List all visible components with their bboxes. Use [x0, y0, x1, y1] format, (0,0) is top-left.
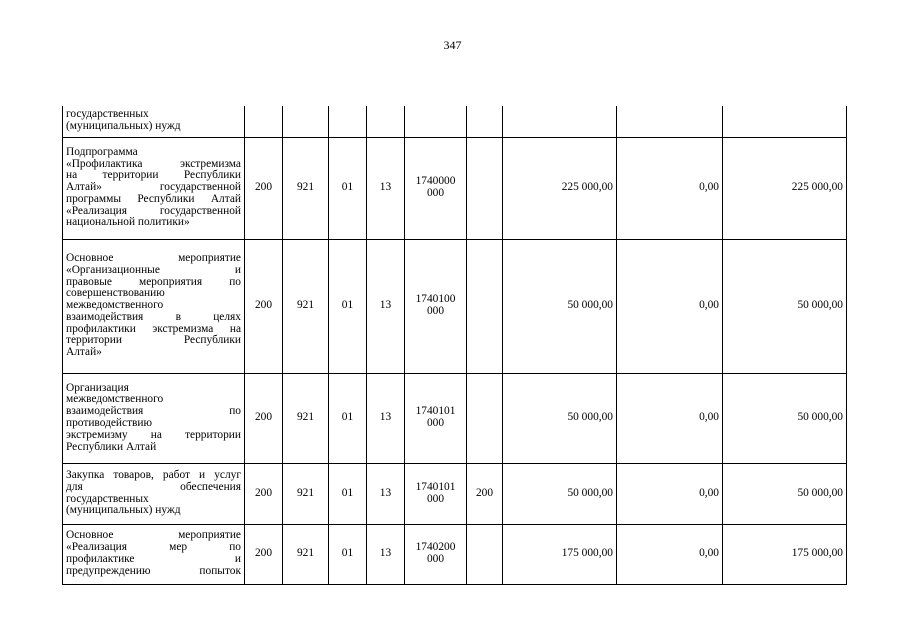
row-name-line: предупреждению попыток	[66, 564, 241, 577]
row-name-cell	[63, 239, 245, 373]
row-name-line: Основное мероприятие	[66, 251, 241, 264]
col-regional-amount: 50 000,00	[723, 239, 847, 373]
col-subsection-code: 13	[367, 137, 405, 239]
col-target-code	[405, 239, 467, 373]
row-name-line: правовые мероприятия по	[66, 275, 241, 288]
target-code-part: 1740000	[415, 175, 456, 188]
row-name-line: Республики Алтай	[66, 440, 157, 453]
col-ministry-code: 200	[245, 239, 283, 373]
target-code-part: 000	[426, 305, 445, 317]
col-total-amount: 175 000,00	[503, 524, 617, 584]
row-name-cell	[63, 137, 245, 239]
row-name-line: межведомственного	[66, 393, 164, 406]
row-name-line: территории Республики	[66, 334, 241, 347]
row-name-line: для обеспечения	[66, 480, 241, 493]
col-total-amount: 50 000,00	[503, 239, 617, 373]
table-row	[63, 524, 847, 584]
col-expense-type	[467, 137, 503, 239]
col-ministry-code	[245, 106, 283, 137]
target-code-part: 1740101	[415, 480, 456, 493]
col-department-code: 921	[283, 137, 329, 239]
col-regional-amount: 175 000,00	[723, 524, 847, 584]
col-regional-amount	[723, 106, 847, 137]
col-ministry-code: 200	[245, 137, 283, 239]
row-name-line: «Реализация государственной	[66, 204, 241, 217]
col-section-code: 01	[329, 137, 367, 239]
table-row	[63, 137, 847, 239]
col-expense-type: 200	[467, 463, 503, 524]
row-name-line: Алтай»	[66, 346, 102, 359]
col-regional-amount: 50 000,00	[723, 373, 847, 463]
row-name-line: на территории Республики	[66, 169, 241, 182]
col-total-amount: 50 000,00	[503, 463, 617, 524]
col-subsection-code: 13	[367, 463, 405, 524]
col-federal-amount: 0,00	[617, 373, 723, 463]
col-ministry-code: 200	[245, 373, 283, 463]
col-department-code: 921	[283, 373, 329, 463]
col-department-code: 921	[283, 239, 329, 373]
col-section-code	[329, 106, 367, 137]
col-section-code: 01	[329, 239, 367, 373]
page-number: 347	[443, 38, 462, 52]
row-name-line: «Реализация мер по	[66, 541, 241, 554]
row-name-line: взаимодействия в целях	[66, 310, 241, 323]
col-federal-amount	[617, 106, 723, 137]
col-target-code	[405, 137, 467, 239]
row-name-line: Алтай» государственной	[66, 181, 241, 194]
row-name-line: межведомственного	[66, 299, 164, 312]
target-code-part: 000	[426, 553, 445, 565]
col-department-code	[283, 106, 329, 137]
row-name-line: «Профилактика экстремизма	[66, 157, 241, 170]
row-name-line: национальной политики»	[66, 216, 190, 229]
col-ministry-code: 200	[245, 463, 283, 524]
col-federal-amount: 0,00	[617, 463, 723, 524]
row-name-line: противодействию	[66, 417, 153, 429]
col-ministry-code: 200	[245, 524, 283, 584]
row-name-line: Организация	[66, 381, 129, 394]
target-code-part: 1740200	[415, 541, 456, 554]
row-name-line: профилактике и	[66, 553, 241, 565]
table-row	[63, 373, 847, 463]
col-target-code	[405, 463, 467, 524]
col-total-amount	[503, 106, 617, 137]
row-name-line: Основное мероприятие	[66, 529, 241, 542]
budget-table	[62, 106, 847, 585]
table-row	[63, 239, 847, 373]
col-regional-amount: 225 000,00	[723, 137, 847, 239]
row-name-line: государственных	[66, 108, 149, 121]
col-federal-amount: 0,00	[617, 239, 723, 373]
target-code-part: 000	[426, 187, 445, 199]
row-name-line: (муниципальных) нужд	[66, 504, 181, 517]
row-name-cell	[63, 373, 245, 463]
col-subsection-code: 13	[367, 373, 405, 463]
col-department-code: 921	[283, 524, 329, 584]
row-name-cell	[63, 463, 245, 524]
row-name-line: Закупка товаров, работ и услуг	[66, 468, 241, 481]
col-target-code	[405, 524, 467, 584]
col-subsection-code	[367, 106, 405, 137]
col-subsection-code: 13	[367, 524, 405, 584]
col-section-code: 01	[329, 373, 367, 463]
col-expense-type	[467, 106, 503, 137]
table-row	[63, 463, 847, 524]
col-expense-type	[467, 239, 503, 373]
row-name-line: экстремизму на территории	[66, 428, 241, 441]
col-federal-amount: 0,00	[617, 137, 723, 239]
row-name-line: программы Республики Алтай	[66, 192, 241, 205]
row-name-line: (муниципальных) нужд	[66, 120, 181, 133]
row-name-line: «Организационные и	[66, 263, 241, 276]
row-name-line: совершенствованию	[66, 287, 165, 300]
table-row	[63, 106, 847, 137]
col-expense-type	[467, 373, 503, 463]
col-expense-type	[467, 524, 503, 584]
col-subsection-code: 13	[367, 239, 405, 373]
table-body	[63, 106, 847, 584]
row-name-cell	[63, 524, 245, 584]
col-federal-amount: 0,00	[617, 524, 723, 584]
row-name-line: взаимодействия по	[66, 405, 241, 418]
target-code-part: 000	[426, 492, 445, 505]
col-section-code: 01	[329, 463, 367, 524]
col-department-code: 921	[283, 463, 329, 524]
col-total-amount: 50 000,00	[503, 373, 617, 463]
col-regional-amount: 50 000,00	[723, 463, 847, 524]
col-target-code	[405, 106, 467, 137]
col-section-code: 01	[329, 524, 367, 584]
target-code-part: 1740100	[415, 293, 456, 306]
col-target-code	[405, 373, 467, 463]
row-name-cell	[63, 106, 245, 137]
target-code-part: 1740101	[415, 405, 456, 418]
col-total-amount: 225 000,00	[503, 137, 617, 239]
row-name-line: Подпрограмма	[66, 145, 138, 158]
row-name-line: государственных	[66, 492, 149, 505]
target-code-part: 000	[426, 417, 445, 429]
row-name-line: профилактики экстремизма на	[66, 322, 241, 335]
